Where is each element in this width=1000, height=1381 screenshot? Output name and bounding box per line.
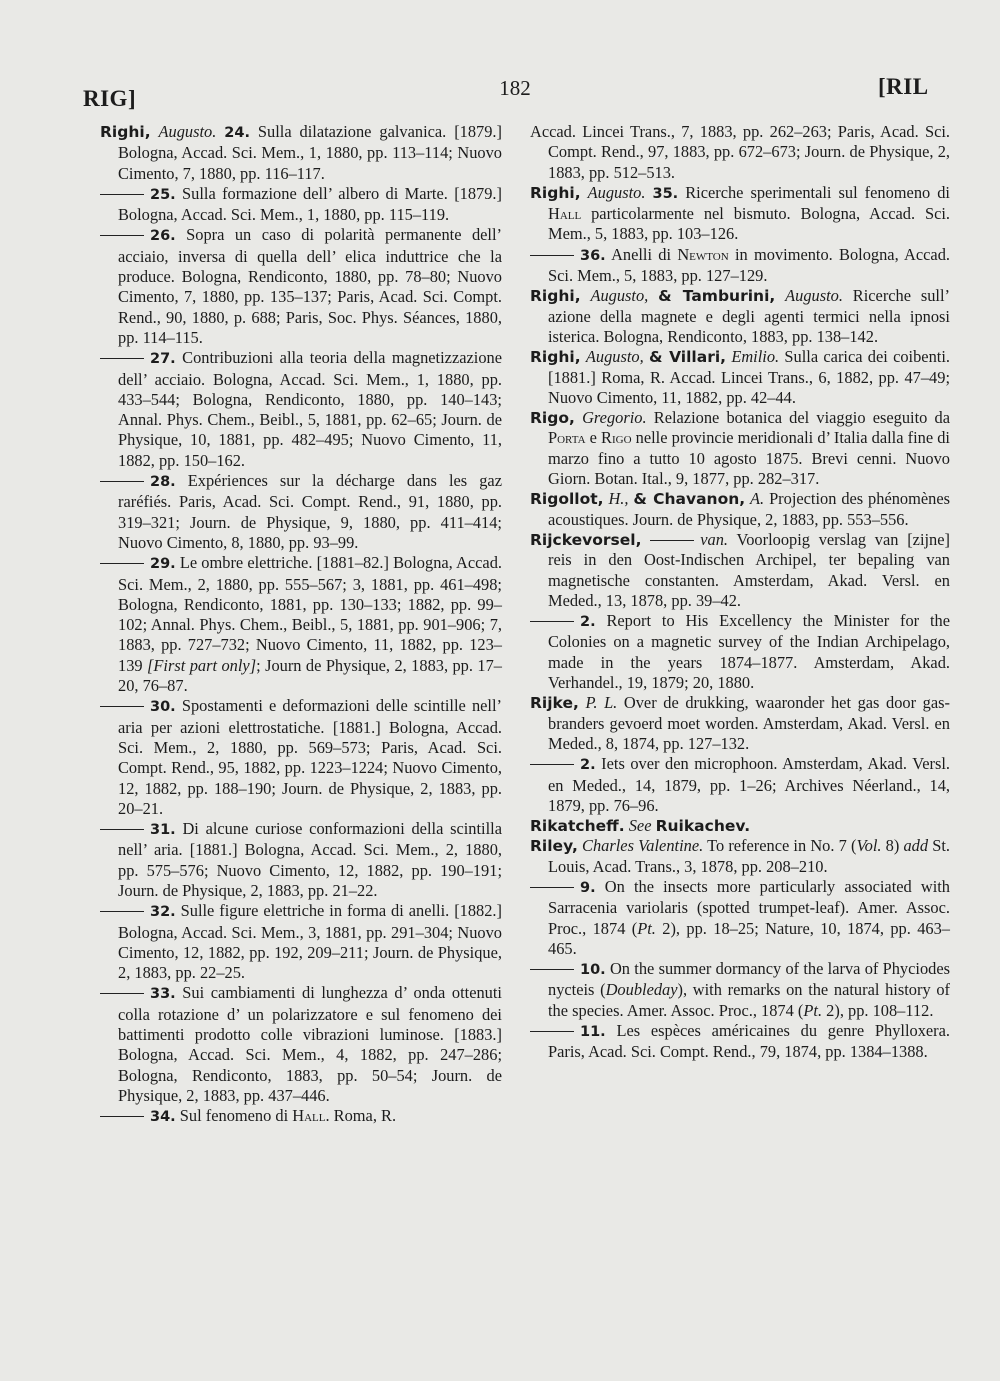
coauthor-name: & Chavanon, xyxy=(633,490,746,509)
author-name: Righi, xyxy=(530,287,581,306)
entry-text: To reference in No. 7 ( xyxy=(707,836,857,856)
entry-italic: Pt. xyxy=(803,1000,823,1020)
entry-text: Les espèces américaines du genre Phylloxera. Paris, Acad. Sci. Compt. Rend., 79, 1874, pp. 1384–1388. xyxy=(548,1021,950,1062)
entry-number: 2. xyxy=(580,614,596,631)
entry-text: 8) xyxy=(881,836,904,856)
entry-text: On the insects more particularly associated with Sarracenia variolaris (spotted trumpet-leaf). Amer. Assoc. Proc., 1874 ( xyxy=(548,876,951,938)
entry-number: 26. xyxy=(150,228,176,245)
entry-text: St. Louis, Acad. Trans., 3, 1878, pp. 208–210. xyxy=(548,836,950,876)
ditto-dash xyxy=(650,540,694,541)
entry-italic: Doubleday xyxy=(605,980,678,1000)
author-entry xyxy=(530,347,950,408)
ditto-dash xyxy=(100,706,144,707)
entry-number: 27. xyxy=(150,351,176,368)
ditto-dash xyxy=(100,1116,144,1117)
entry-number: 34. xyxy=(150,1109,176,1126)
bibliography-entry xyxy=(530,754,950,816)
coauthor-given-name: Augusto. xyxy=(785,286,843,306)
entry-text: Sulla carica dei coibenti. [1881.] Roma, R. Accad. Lincei Trans., 6, 1882, pp. 47–49; Nuovo Cimento, 11, 1882, pp. 42–44. xyxy=(548,347,950,407)
entry-text: Projection des phénomènes acoustiques. Journ. de Physique, 2, 1883, pp. 553–556. xyxy=(548,489,950,529)
entry-text: Sulle figure elettriche in forma di anelli. [1882.] Bologna, Accad. Sci. Mem., 3, 1881, pp. 291–304; Nuovo Cimento, 12, 1882, pp. 192, 209–211; Journ. de Physique, 2, 1883, pp. 22–25. xyxy=(118,901,502,983)
author-name: Righi, xyxy=(530,348,581,367)
entry-text: e xyxy=(585,428,602,448)
author-given-name: P. L. xyxy=(585,693,618,713)
entry-text: Over de drukking, waaronder het gas door gas-branders gevoerd moet worden. Amsterdam, Akad. Versl. en Meded., 8, 1874, pp. 127–132. xyxy=(548,693,950,753)
author-given-name: Augusto. xyxy=(587,182,646,202)
bibliography-entry xyxy=(100,819,502,901)
author-name: Rijckevorsel, xyxy=(530,530,642,549)
entry-text: nelle provincie meridionali d’ Italia dalla fine di marzo fino a tutto 10 agosto 1875. Brevi cenni. Nuovo Giorn. Botan. Ital., 9, 1877, pp. 282–317. xyxy=(548,428,950,489)
entry-text: 2), pp. 18–25; Nature, 10, 1874, pp. 463–465. xyxy=(548,918,950,958)
author-entry xyxy=(530,530,950,611)
ditto-dash xyxy=(530,255,574,256)
author-name: Righi, xyxy=(530,183,581,202)
bibliography-entry xyxy=(100,225,502,348)
bibliography-entry xyxy=(530,877,950,959)
ditto-dash xyxy=(100,911,144,912)
bibliography-entry xyxy=(100,553,502,696)
author-given-name: Gregorio. xyxy=(582,408,647,428)
entry-number: 11. xyxy=(580,1024,606,1041)
entry-number: 2. xyxy=(580,757,596,774)
see-reference: See xyxy=(628,816,652,836)
bibliography-entry xyxy=(100,471,502,553)
bibliography-entry xyxy=(100,983,502,1106)
entry-number: 25. xyxy=(150,186,176,203)
ditto-dash xyxy=(530,1031,574,1032)
entry-text: Sopra un caso di polarità permanente dell’ acciaio, inversa di quella dell’ elica induttrice che la produce. Bologna, Rendiconto, 1880, pp. 78–80; Nuovo Cimento, 7, 1880, pp. 135–137; Paris, Acad. Sci. Compt. Rend., 90, 1880, p. 688; Paris, Soc. Phys. Séances, 1880, pp. 114–115. xyxy=(118,225,502,347)
author-name: Rigollot, xyxy=(530,490,604,509)
entry-text: Expériences sur la décharge dans les gaz raréfiés. Paris, Acad. Sci. Compt. Rend., 91, 1880, pp. 319–321; Journ. de Physique, 9, 1880, pp. 411–414; Nuovo Cimento, 8, 1880, pp. 93–99. xyxy=(118,471,502,552)
entry-text: particolarmente nel bismuto. Bologna, Accad. Sci. Mem., 5, 1883, pp. 103–126. xyxy=(548,204,950,244)
author-entry xyxy=(530,183,950,245)
bibliography-entry xyxy=(100,348,502,471)
left-column xyxy=(100,122,502,1128)
author-given-name: Augusto, xyxy=(590,286,649,306)
ditto-dash xyxy=(530,969,574,970)
entry-number: 33. xyxy=(150,986,176,1003)
entry-text: Sul fenomeno di xyxy=(179,1106,293,1126)
bibliography-entry xyxy=(530,1021,950,1063)
coauthor-name: Ruikachev. xyxy=(655,817,751,836)
author-entry xyxy=(530,693,950,754)
coauthor-name: & Tamburini, xyxy=(658,287,776,306)
ditto-dash xyxy=(100,993,144,994)
author-given-name: H., xyxy=(608,489,629,509)
ditto-dash xyxy=(100,235,144,236)
entry-number: 30. xyxy=(150,699,176,716)
ditto-dash xyxy=(100,481,144,482)
ditto-dash xyxy=(100,194,144,195)
bibliography-entry xyxy=(530,122,950,183)
entry-number: 9. xyxy=(580,879,596,896)
author-name: Righi, xyxy=(100,123,151,141)
ditto-dash xyxy=(530,621,574,622)
page-number: 182 xyxy=(499,76,531,100)
author-name: Rigo, xyxy=(530,409,575,428)
author-entry xyxy=(100,122,502,184)
bibliography-entry xyxy=(530,959,950,1021)
bibliography-entry xyxy=(530,611,950,693)
author-entry xyxy=(530,286,950,347)
author-entry xyxy=(530,408,950,489)
entry-text: in movimento. Bologna, Accad. Sci. Mem., 5, 1883, pp. 127–129. xyxy=(548,244,950,286)
entry-text: Iets over den microphoon. Amsterdam, Akad. Versl. en Meded., 14, 1879, pp. 1–26; Archives Néerland., 14, 1879, pp. 76–96. xyxy=(548,754,950,815)
entry-number: 32. xyxy=(150,904,176,921)
entry-text: Sulla dilatazione galvanica. [1879.] Bologna, Accad. Sci. Mem., 1, 1880, pp. 113–114; Nuovo Cimento, 7, 1880, pp. 116–117. xyxy=(118,122,502,183)
entry-number: 24. xyxy=(224,125,250,141)
entry-text: Ricerche sperimentali sul fenomeno di xyxy=(685,182,950,202)
entry-number: 35. xyxy=(652,185,679,202)
entry-italic: [First part only] xyxy=(147,655,257,675)
author-name: Rijke, xyxy=(530,694,579,713)
entry-text: ), with remarks on the natural history of the species. Amer. Assoc. Proc., 1874 ( xyxy=(548,980,951,1020)
author-given-name: van. xyxy=(700,529,729,549)
author-name: Riley, xyxy=(530,837,578,856)
running-head-right: [RIL xyxy=(878,74,929,99)
coauthor-given-name: A. xyxy=(750,489,765,509)
entry-number: 28. xyxy=(150,474,176,491)
entry-text: Ricerche sull’ azione della magnete e degli agenti termici nella ipnosi isterica. Bologna, Rendiconto, 1883, pp. 138–142. xyxy=(548,286,950,346)
author-entry xyxy=(530,816,950,836)
running-head-left: RIG] xyxy=(83,86,137,111)
entry-text: Sulla formazione dell’ albero di Marte. [1879.] Bologna, Accad. Sci. Mem., 1, 1880, pp. 115–119. xyxy=(118,183,502,225)
bibliography-entry xyxy=(100,696,502,819)
entry-text: Sui cambiamenti di lunghezza d’ onda ottenuti colla rotazione d’ un polarizzatore e sul fenomeno dei battimenti prodotto colle vibrazioni luminose. [1883.] Bologna, Accad. Sci. Mem., 4, 1882, pp. 247–286; Bologna, Rendiconto, 1883, pp. 50–54; Journ. de Physique, 2, 1883, pp. 437–446. xyxy=(118,983,502,1105)
author-name: Rikatcheff. xyxy=(530,817,625,836)
ditto-dash xyxy=(530,764,574,765)
entry-text: Le ombre elettriche. [1881–82.] Bologna, Accad. Sci. Mem., 2, 1880, pp. 555–567; 3, 1881, pp. 461–498; Bologna, Rendiconto, 1881, pp. 130–133; 1882, pp. 99–102; Annal. Phys. Chem., Beibl., 5, 1881, pp. 901–906; 7, 1883, pp. 727–732; Nuovo Cimento, 11, 1882, pp. 123–139 xyxy=(118,553,502,675)
entry-text: Relazione botanica del viaggio eseguito da xyxy=(653,408,950,428)
entry-text: Anelli di xyxy=(611,244,678,264)
entry-smallcaps: Hall xyxy=(548,204,582,224)
ditto-dash xyxy=(100,563,144,564)
entry-text: Voorloopig verslag van [zijne] reis in den Oost-Indischen Archipel, ter bepaling van magnetische constanten. Amsterdam, Akad. Versl. en Meded., 13, 1878, pp. 39–42. xyxy=(548,529,950,610)
entry-italic: Pt. xyxy=(637,918,656,938)
entry-text: Accad. Lincei Trans., 7, 1883, pp. 262–263; Paris, Acad. Sci. Compt. Rend., 97, 1883, pp. 672–673; Journ. de Physique, 2, 1883, pp. 512–513. xyxy=(530,122,950,182)
ditto-dash xyxy=(530,887,574,888)
entry-text: . Roma, R. xyxy=(325,1106,397,1126)
entry-text: Report to His Excellency the Minister for the Colonies on a magnetic survey of the Indian Archipelago, made in the years 1874–1877. Amsterdam, Akad. Verhandel., 19, 1879; 20, 1880. xyxy=(548,611,950,693)
ditto-dash xyxy=(100,829,144,830)
entry-smallcaps: Newton xyxy=(677,244,729,264)
bibliography-entry xyxy=(100,184,502,226)
author-given-name: Augusto, xyxy=(585,347,644,367)
entry-text: On the summer dormancy of the larva of Phyciodes nycteis ( xyxy=(548,959,950,1000)
entry-text: Contribuzioni alla teoria della magnetizzazione dell’ acciaio. Bologna, Accad. Sci. Mem., 1, 1880, pp. 433–544; Bologna, Rendiconto, 1880, pp. 140–143; Annal. Phys. Chem., Beibl., 5, 1881, pp. 62–65; Journ. de Physique, 10, 1881, pp. 482–495; Nuovo Cimento, 11, 1882, pp. 150–162. xyxy=(118,348,502,470)
entry-text: ; Journ de Physique, 2, 1883, pp. 17–20, 76–87. xyxy=(118,655,502,696)
entry-italic: Vol. xyxy=(856,836,882,856)
entry-text: Spostamenti e deformazioni delle scintille nell’ aria per azioni elettrostatiche. [1881.] Bologna, Accad. Sci. Mem., 2, 1880, pp. 569–573; Paris, Acad. Sci. Compt. Rend., 95, 1882, pp. 1223–1224; Nuovo Cimento, 12, 1882, pp. 188–190; Journ. de Physique, 2, 1883, pp. 20–21. xyxy=(118,696,502,818)
entry-smallcaps: Porta xyxy=(548,428,586,448)
entry-text: Di alcune curiose conformazioni della scintilla nell’ aria. [1881.] Bologna, Accad. Sci. Mem., 2, 1880, pp. 575–576; Nuovo Cimento, 12, 1882, pp. 190–191; Journ. de Physique, 2, 1883, pp. 21–22. xyxy=(118,819,502,900)
bibliography-entry xyxy=(530,245,950,287)
entry-smallcaps: Rigo xyxy=(601,428,632,448)
ditto-dash xyxy=(100,358,144,359)
coauthor-name: & Villari, xyxy=(648,348,727,367)
author-given-name: Augusto. xyxy=(158,122,217,141)
entry-number: 31. xyxy=(150,822,176,839)
entry-text: 2), pp. 108–112. xyxy=(822,1000,934,1020)
right-column xyxy=(530,122,950,1063)
entry-number: 10. xyxy=(580,962,606,979)
author-entry xyxy=(530,489,950,530)
author-entry xyxy=(530,836,950,877)
bibliography-entry xyxy=(100,901,502,983)
author-given-name: Charles Valentine. xyxy=(582,836,704,856)
entry-number: 29. xyxy=(150,556,176,573)
entry-number: 36. xyxy=(580,247,606,264)
bibliography-entry xyxy=(100,1106,502,1127)
entry-smallcaps: Hall xyxy=(292,1106,326,1126)
entry-italic: add xyxy=(903,836,929,856)
coauthor-given-name: Emilio. xyxy=(731,347,780,367)
